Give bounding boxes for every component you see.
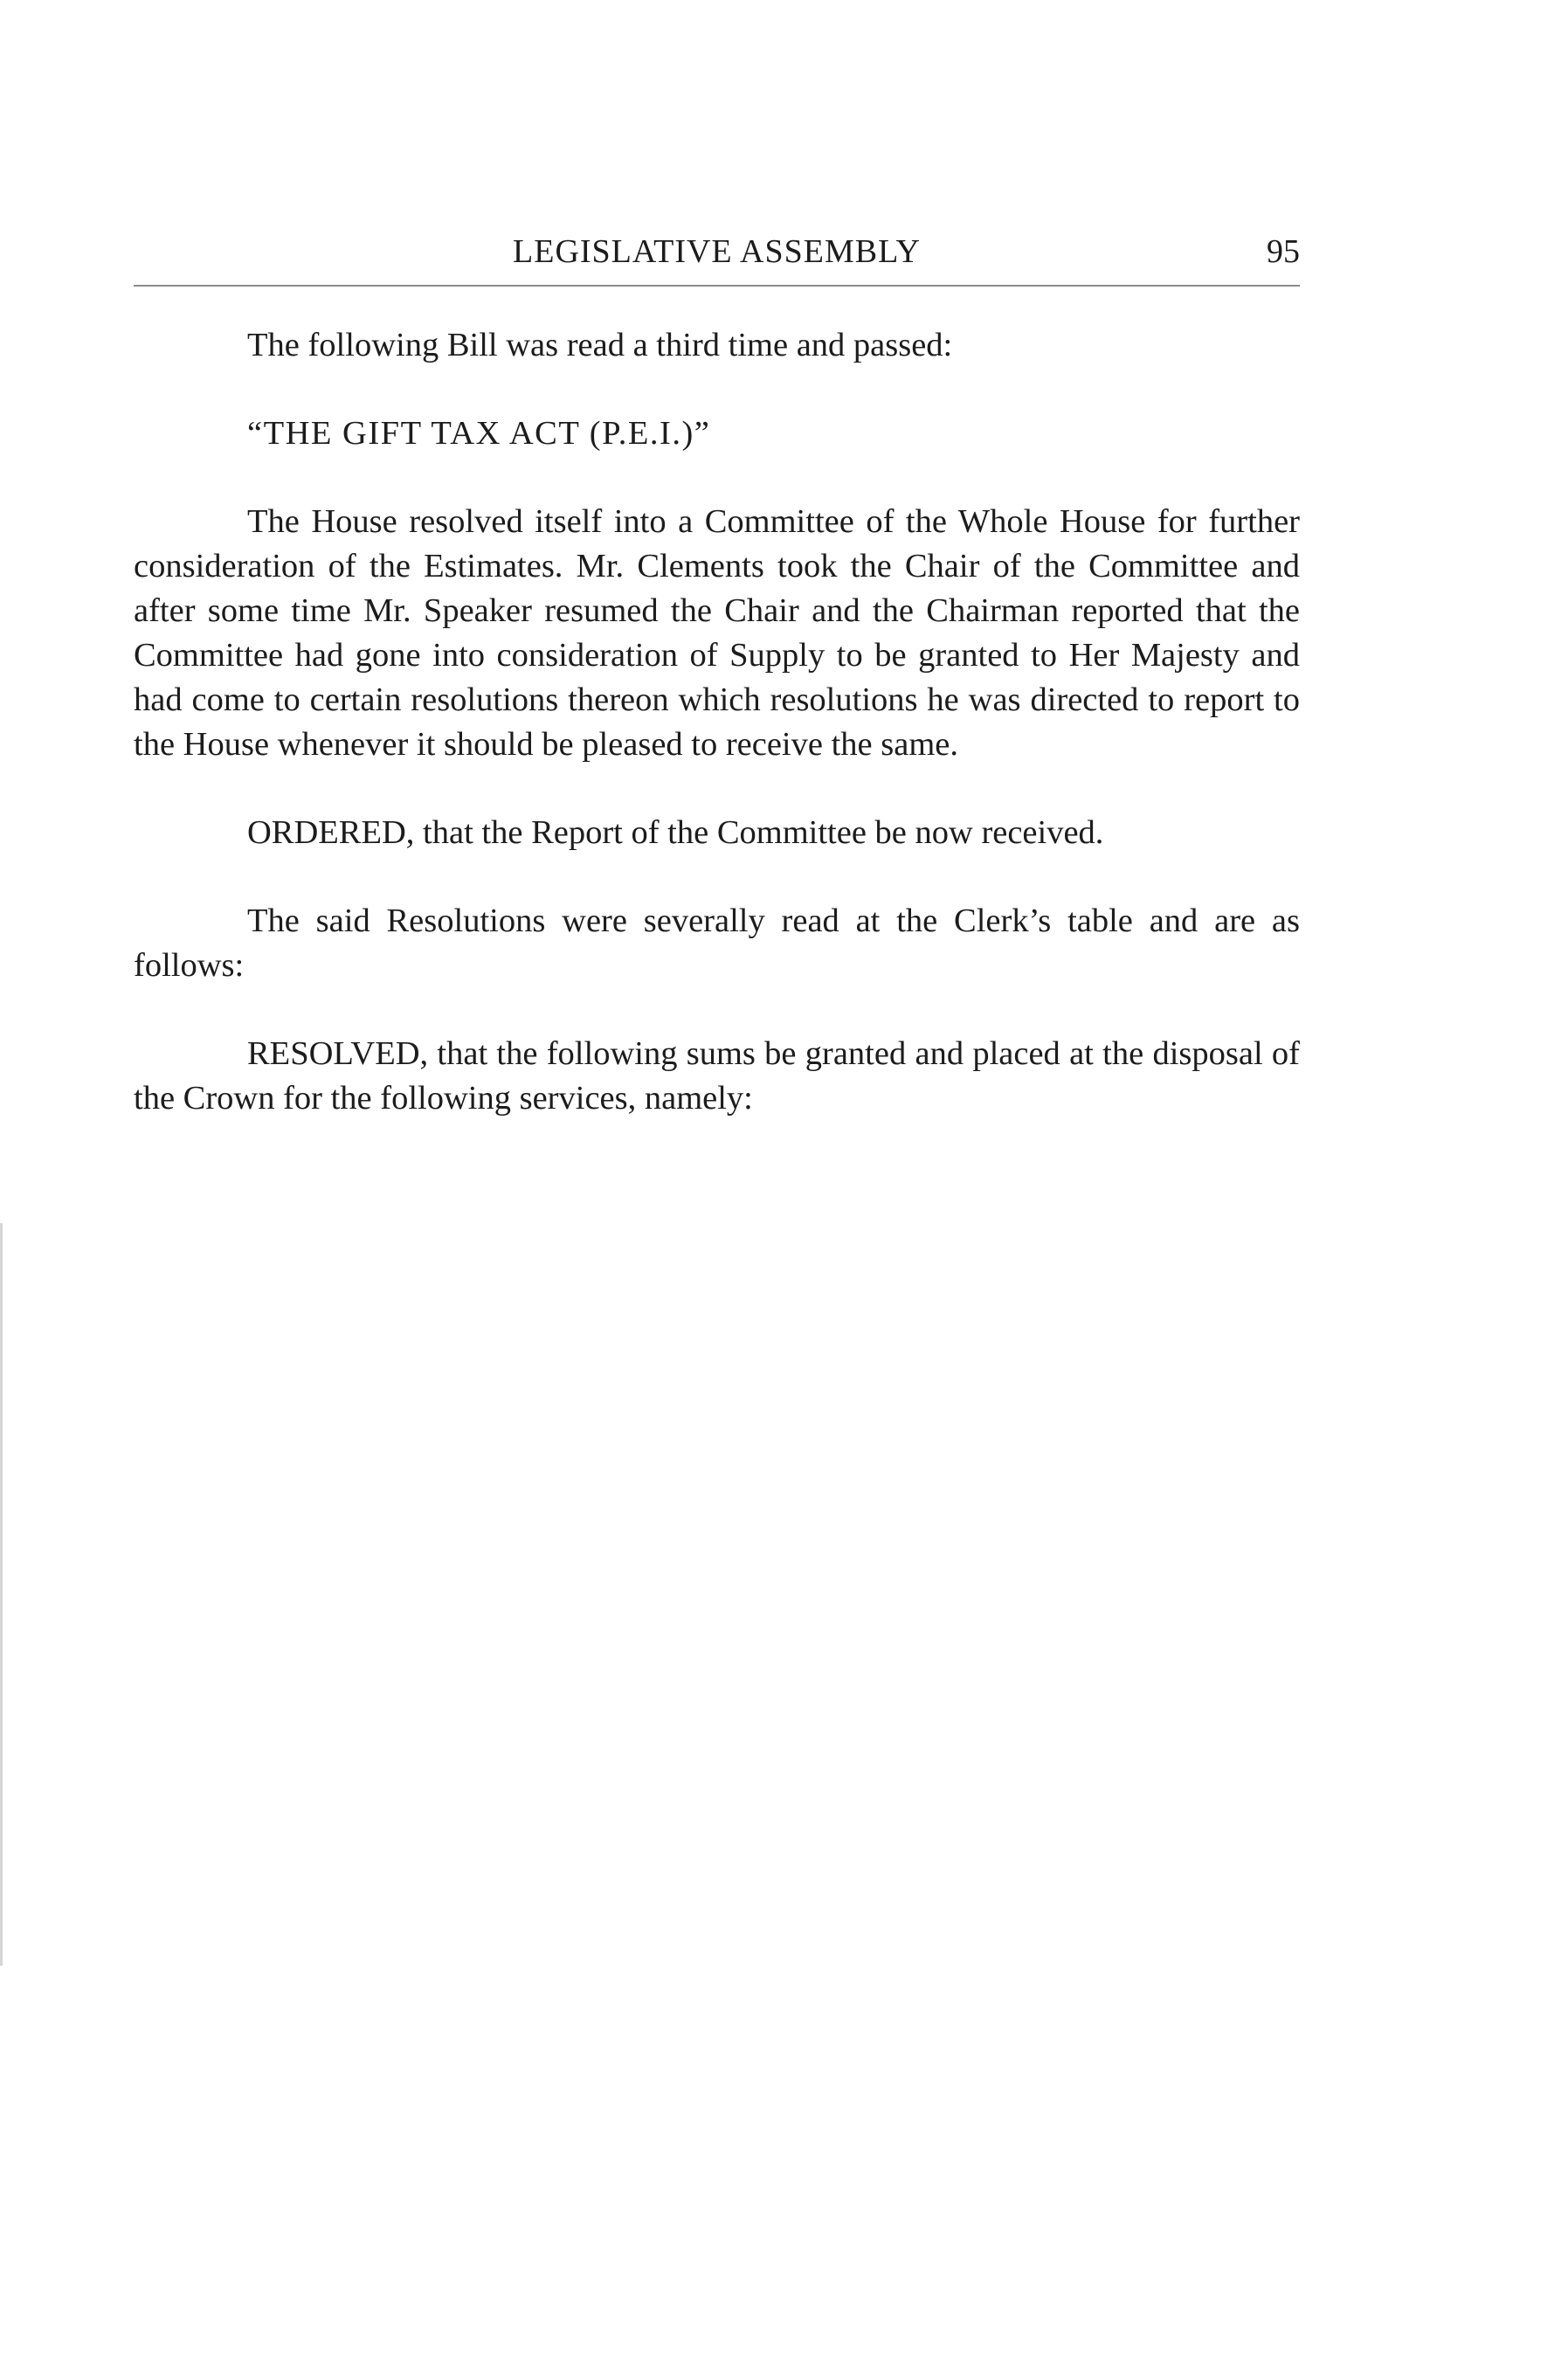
resolved-paragraph: RESOLVED, that the following sums be granted and placed at the disposal of the Crown for the following services, namely:: [134, 1035, 1300, 1117]
scan-edge-shadow: [0, 1223, 3, 1966]
committee-paragraph: The House resolved itself into a Committee of the Whole House for further consideration of the Estimates. Mr. Clements took the Chair of the Committee and after some time Mr. Speaker resumed the Chair and the Chairman reported that the Committee had gone into consideration of Supply to be granted to Her Majesty and had come to certain resolutions thereon which resolutions he was directed to report to the House whenever it should be pleased to receive the same.: [134, 503, 1300, 763]
bill-passed-paragraph: The following Bill was read a third time and passed:: [247, 327, 953, 363]
bill-title: “THE GIFT TAX ACT (P.E.I.)”: [247, 415, 711, 452]
running-head: LEGISLATIVE ASSEMBLY: [513, 233, 921, 270]
ordered-paragraph: ORDERED, that the Report of the Committee be now received.: [247, 814, 1104, 851]
page-header: [134, 225, 1300, 278]
body-text: [134, 323, 1300, 1165]
page-number: 95: [1267, 233, 1300, 270]
header-rule: [134, 285, 1300, 287]
resolutions-read-paragraph: The said Resolutions were severally read at the Clerk’s table and are as follows:: [134, 902, 1300, 984]
